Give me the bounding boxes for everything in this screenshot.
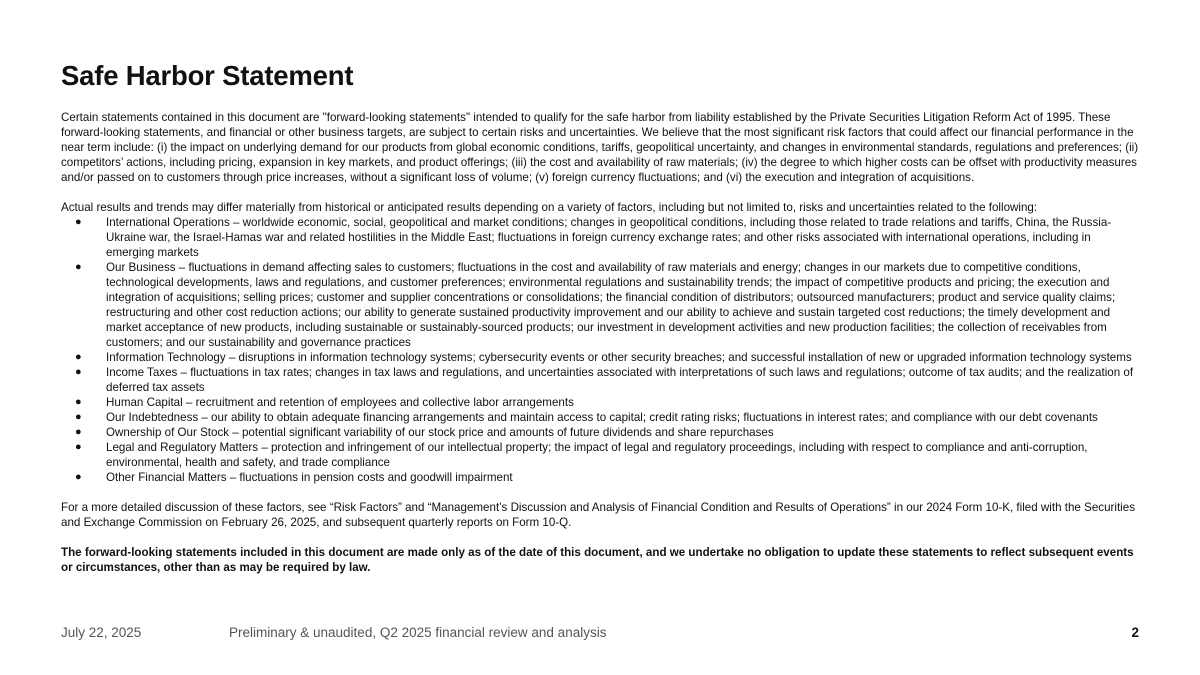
list-item-text: Ownership of Our Stock – potential significant variability of our stock price and amounts of future dividends and share repurchases (106, 426, 774, 439)
list-item-text: Human Capital – recruitment and retention of employees and collective labor arrangements (106, 396, 574, 409)
list-item (61, 365, 1141, 395)
bullet-icon: ● (75, 216, 82, 228)
list-item (61, 395, 1141, 410)
list-item-text: Our Indebtedness – our ability to obtain adequate financing arrangements and maintain access to capital; credit rating risks; fluctuations in interest rates; and compliance with our debt covenants (106, 411, 1098, 424)
list-item-text: International Operations – worldwide economic, social, geopolitical and market conditions; changes in geopolitical conditions, including those related to trade relations and tariffs, China, the Russia-Ukraine war, the Israel-Hamas war and related hostilities in the Middle East; fluctuations in foreign currency exchange rates; and other risks associated with international operations, including in emerging markets (106, 216, 1112, 259)
list-item-text: Our Business – fluctuations in demand affecting sales to customers; fluctuations in the cost and availability of raw materials and energy; changes in our markets due to competitive conditions, technological developments, laws and regulations, and customer preferences; environmental regulations and sustainability trends; the impact of competitive products and pricing; the execution and integration of acquisitions; selling prices; customer and supplier concentrations or consolidations; the financial condition of distributors; outsourced manufacturers; product and service quality claims; restructuring and other cost reduction actions; our ability to generate sustained productivity improvement and our ability to achieve and sustain targeted cost reductions; the timely development and market acceptance of new products, including sustainable or sustainably-sourced products; our investment in development activities and new production facilities; the collection of receivables from customers; and our sustainability and governance practices (106, 261, 1116, 349)
footer-date: July 22, 2025 (61, 625, 142, 640)
list-item-text: Legal and Regulatory Matters – protection and infringement of our intellectual property; the impact of legal and regulatory proceedings, including with respect to compliance and anti-corruption, environmental, health and safety, and trade compliance (106, 441, 1088, 469)
list-item (61, 410, 1141, 425)
bullet-icon: ● (75, 411, 82, 423)
bullet-icon: ● (75, 261, 82, 273)
list-item (61, 350, 1141, 365)
list-item (61, 215, 1141, 260)
bullet-icon: ● (75, 396, 82, 408)
bullet-icon: ● (75, 351, 82, 363)
risk-factor-list (61, 215, 1141, 485)
slide-content (61, 110, 1141, 575)
list-item-text: Income Taxes – fluctuations in tax rates; changes in tax laws and regulations, and uncertainties associated with interpretations of such laws and regulations; outcome of tax audits; and the realization of deferred tax assets (106, 366, 1134, 394)
bullet-icon: ● (75, 471, 82, 483)
page-title: Safe Harbor Statement (61, 60, 354, 91)
bullet-icon: ● (75, 426, 82, 438)
list-item (61, 425, 1141, 440)
intro-paragraph: Certain statements contained in this document are "forward-looking statements" intended to qualify for the safe harbor from liability established by the Private Securities Litigation Reform Act of 1995. These forward-looking statements, and financial or other business targets, are subject to certain risks and uncertainties. We believe that the most significant risk factors that could affect our financial performance in the near term include: (i) the impact on underlying demand for our products from global economic conditions, tariffs, geopolitical uncertainty, and changes in environmental standards, regulations and preferences; (ii) competitors’ actions, including pricing, expansion in key markets, and product offerings; (iii) the cost and availability of raw materials; (iv) the degree to which higher costs can be offset with productivity measures and/or passed on to customers through price increases, without a significant loss of volume; (v) foreign currency fluctuations; and (vi) the execution and integration of acquisitions. (61, 111, 1139, 184)
list-item-text: Other Financial Matters – fluctuations in pension costs and goodwill impairment (106, 471, 513, 484)
list-item (61, 440, 1141, 470)
disclaimer-paragraph: The forward-looking statements included in this document are made only as of the date of this document, and we undertake no obligation to update these statements to reflect subsequent events or circumstances, other than as may be required by law. (61, 546, 1134, 574)
bullet-icon: ● (75, 366, 82, 378)
list-item-text: Information Technology – disruptions in information technology systems; cybersecurity events or other security breaches; and successful installation of new or upgraded information technology systems (106, 351, 1132, 364)
list-item (61, 470, 1141, 485)
footer-caption: Preliminary & unaudited, Q2 2025 financial review and analysis (229, 625, 607, 640)
discussion-paragraph: For a more detailed discussion of these factors, see “Risk Factors” and “Management’s Discussion and Analysis of Financial Condition and Results of Operations” in our 2024 Form 10-K, filed with the Securities and Exchange Commission on February 26, 2025, and subsequent quarterly reports on Form 10-Q. (61, 501, 1136, 529)
factors-lead-paragraph: Actual results and trends may differ materially from historical or anticipated results depending on a variety of factors, including but not limited to, risks and uncertainties related to the following: (61, 201, 1038, 214)
bullet-icon: ● (75, 441, 82, 453)
page-number: 2 (1131, 625, 1139, 640)
list-item (61, 260, 1141, 350)
